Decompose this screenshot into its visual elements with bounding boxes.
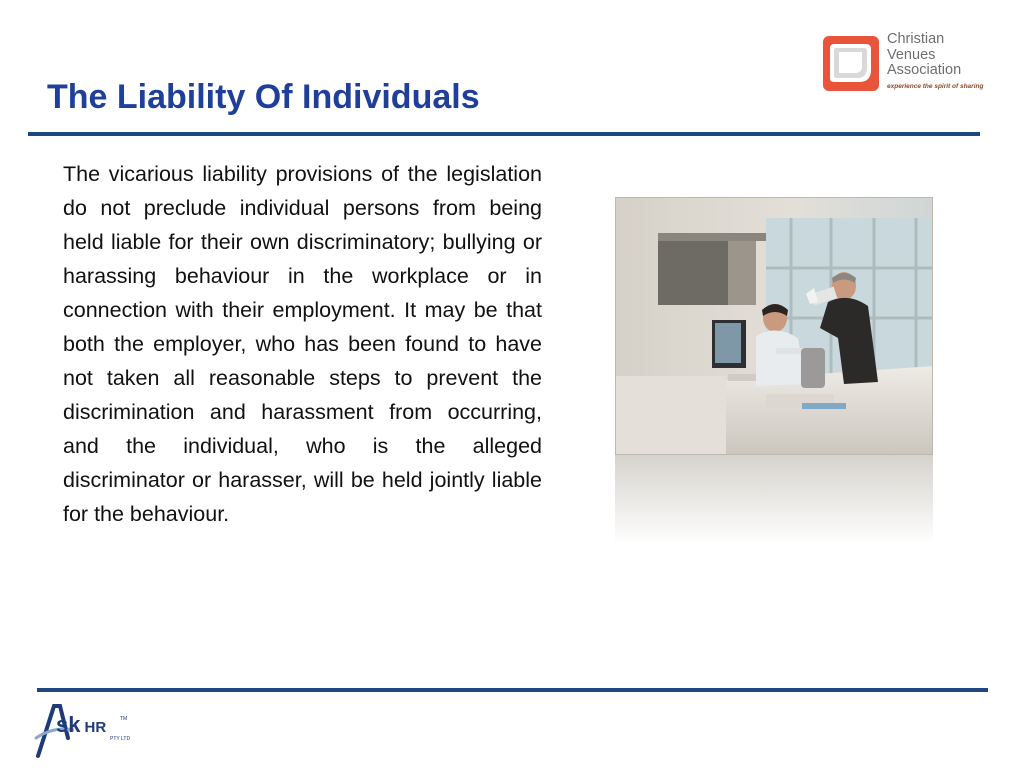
ask-hr-trademark: TM [120,716,128,722]
title-divider [28,132,980,136]
slide-title: The Liability Of Individuals [47,78,480,116]
cva-logo-tagline: experience the spirit of sharing [887,83,984,90]
office-photo [615,197,933,545]
cva-logo-line-2: Venues [887,46,936,63]
footer-divider [37,688,988,692]
ask-hr-logo [34,698,144,760]
office-scene-image [616,198,933,455]
cva-logo-line-3: Association [887,62,962,78]
slide-body-text: The vicarious liability provisions of the legislation do not preclude individual persons from being held liable for their own discriminatory; bullying or harassing behaviour in the workplace or in connection with their employment. It may be that both the employer, who has been found to have not taken all reasonable steps to prevent the discrimination and harassment from occurring, and the individual, who is the alleged discriminator or harasser, will be held jointly liable for the behaviour. [63,162,542,526]
cva-logo-mark-icon [820,32,884,94]
cva-logo-name [887,32,987,79]
office-photo-frame [615,197,933,455]
office-photo-reflection [615,455,933,545]
christian-venues-association-logo [820,30,984,96]
ask-hr-text-sk: sk [56,712,81,737]
ask-hr-wordmark [56,712,106,738]
ask-hr-subtext: PTY LTD [110,736,131,742]
cva-logo-line-1: Christian [887,31,945,47]
ask-hr-text-hr: HR [84,719,107,736]
